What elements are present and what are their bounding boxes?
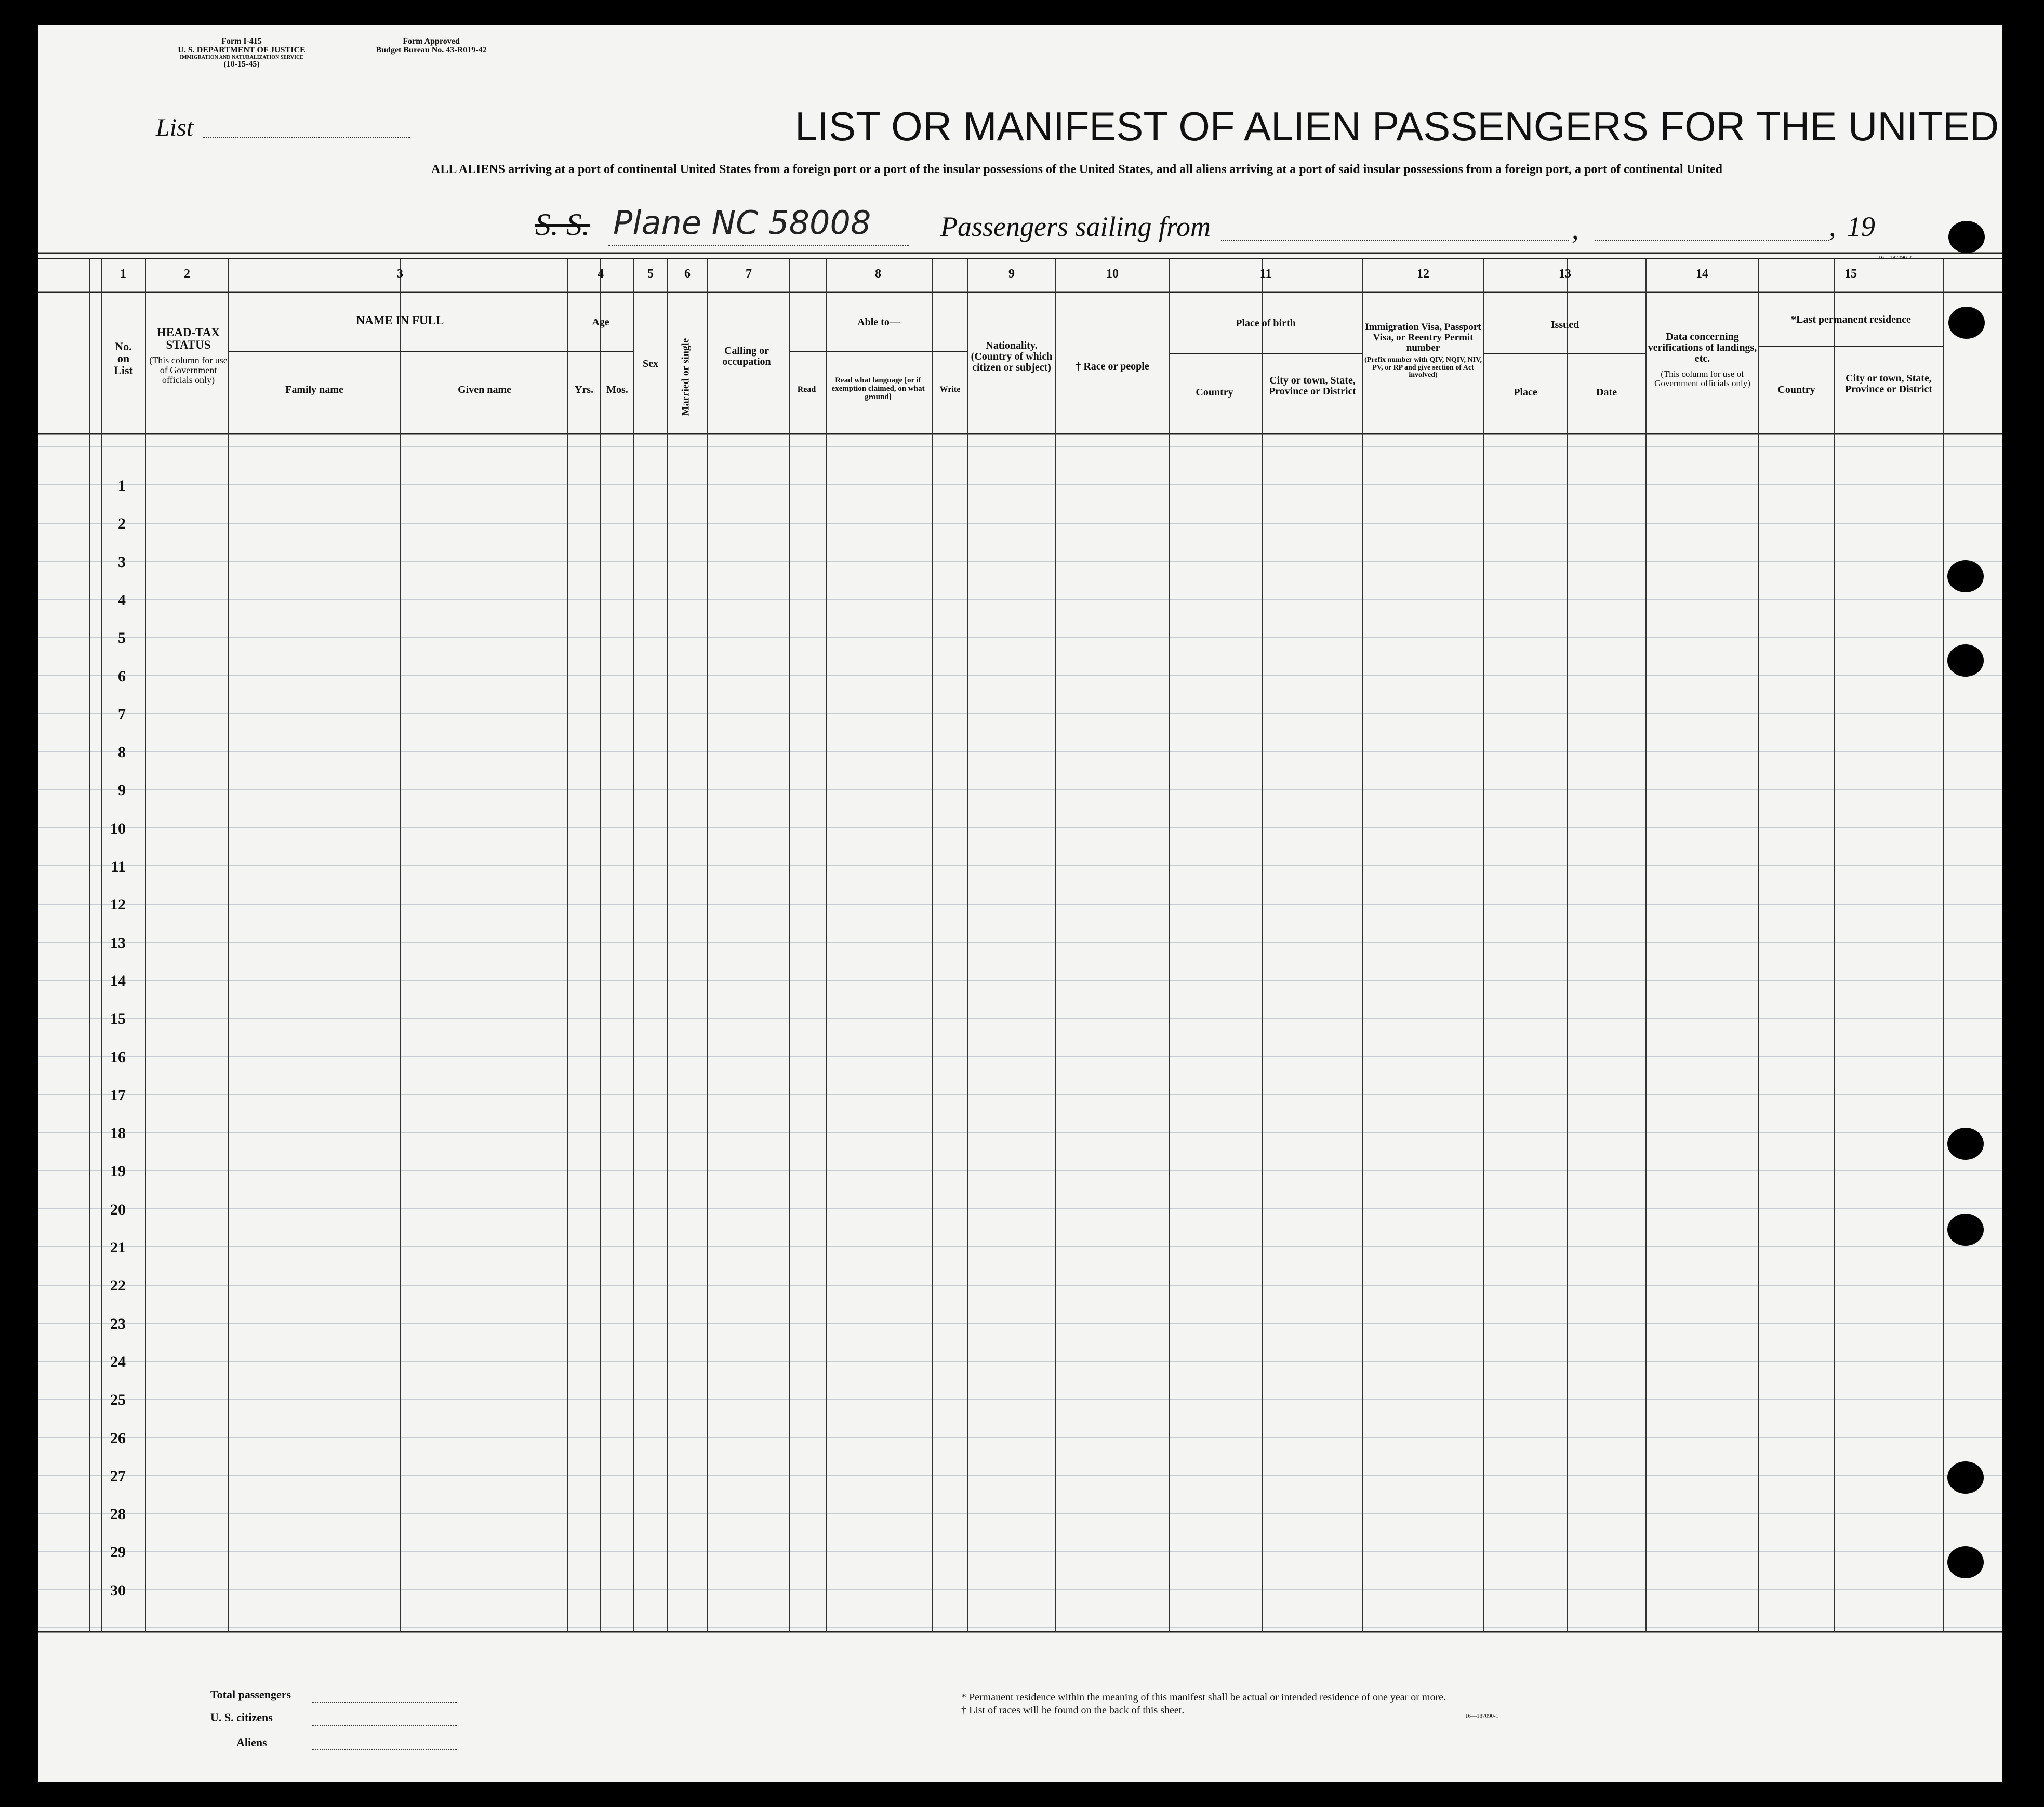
binder-hole bbox=[1948, 307, 1985, 339]
verification-note: (This column for use of Government officials only) bbox=[1654, 369, 1750, 388]
visa-header bbox=[1362, 322, 1484, 379]
print-code-top: 16—187090-2 bbox=[1878, 255, 1912, 261]
column-number-2: 2 bbox=[184, 267, 190, 281]
row-number: 29 bbox=[110, 1544, 126, 1561]
binder-hole bbox=[1947, 644, 1984, 677]
row-number: 17 bbox=[110, 1087, 126, 1104]
column-number-6: 6 bbox=[684, 267, 691, 281]
row-number: 8 bbox=[118, 744, 126, 761]
column-number-3: 3 bbox=[397, 267, 403, 281]
given-name-header: Given name bbox=[458, 384, 511, 395]
binder-hole bbox=[1947, 1214, 1984, 1246]
verification-header bbox=[1646, 332, 1759, 388]
row-number: 25 bbox=[110, 1391, 126, 1408]
manifest-subtitle: ALL ALIENS arriving at a port of continental United States from a foreign port or a port of the insular possessions of the United States, and all aliens arriving at a port of said insular possessions from a foreign port, a port of continental United bbox=[431, 163, 1722, 176]
column-number-12: 12 bbox=[1417, 267, 1429, 281]
column-number-4: 4 bbox=[598, 267, 604, 281]
family-name-header: Family name bbox=[285, 384, 343, 395]
read-header: Read bbox=[797, 385, 816, 394]
column-number-9: 9 bbox=[1008, 267, 1015, 281]
comma-separator: , bbox=[1572, 214, 1579, 245]
write-header: Write bbox=[939, 385, 961, 394]
us-citizens-label: U. S. citizens bbox=[210, 1711, 273, 1724]
row-number: 2 bbox=[118, 515, 126, 532]
column-number-7: 7 bbox=[746, 267, 752, 281]
row-number: 7 bbox=[118, 706, 126, 723]
row-number: 22 bbox=[110, 1277, 126, 1294]
binder-hole bbox=[1947, 560, 1984, 592]
read-language-header: Read what language [or if exemption claimed, on what ground] bbox=[831, 376, 925, 401]
column-number-10: 10 bbox=[1106, 267, 1119, 281]
binder-hole bbox=[1948, 221, 1985, 253]
row-number: 4 bbox=[118, 591, 126, 609]
row-number: 26 bbox=[110, 1430, 126, 1447]
column-number-8: 8 bbox=[875, 267, 881, 281]
row-number: 5 bbox=[118, 629, 126, 647]
approval-text: Form Approved bbox=[403, 37, 460, 46]
manifest-title: LIST OR MANIFEST OF ALIEN PASSENGERS FOR THE UNITED bbox=[795, 103, 1999, 149]
sailing-from-label: Passengers sailing from bbox=[940, 211, 1211, 242]
year-prefix: 19 bbox=[1847, 211, 1875, 242]
row-number: 24 bbox=[110, 1353, 126, 1370]
row-number: 6 bbox=[118, 668, 126, 685]
age-months-header: Mos. bbox=[606, 384, 628, 395]
binder-hole bbox=[1947, 1128, 1984, 1160]
row-number: 23 bbox=[110, 1315, 126, 1333]
form-date-code: (10-15-45) bbox=[223, 60, 260, 69]
verification-label: Data concerning verifications of landings, etc. bbox=[1648, 331, 1757, 364]
age-header: Age bbox=[592, 316, 609, 328]
ss-prefix: S. S. bbox=[535, 207, 590, 242]
row-number: 16 bbox=[110, 1049, 126, 1066]
service-name: IMMIGRATION AND NATURALIZATION SERVICE bbox=[180, 54, 303, 60]
birth-city-header: City or town, State, Province or District bbox=[1268, 375, 1357, 397]
birth-country-header: Country bbox=[1196, 387, 1233, 398]
row-number: 21 bbox=[110, 1239, 126, 1256]
place-of-birth-header: Place of birth bbox=[1236, 318, 1296, 329]
row-number: 11 bbox=[111, 858, 126, 875]
col-2-header bbox=[145, 326, 231, 385]
race-header: † Race or people bbox=[1076, 361, 1149, 372]
residence-city-header: City or town, State, Province or District bbox=[1844, 373, 1933, 395]
row-number: 18 bbox=[110, 1125, 126, 1142]
residence-country-header: Country bbox=[1777, 384, 1815, 395]
residence-footnote: * Permanent residence within the meaning of this manifest shall be actual or intended residence of one year or more. bbox=[961, 1692, 1446, 1703]
vessel-name-handwritten[interactable]: Plane NC 58008 bbox=[613, 204, 871, 242]
row-number: 27 bbox=[110, 1468, 126, 1485]
column-number-15: 15 bbox=[1844, 267, 1857, 281]
row-number: 1 bbox=[118, 477, 126, 494]
age-years-header: Yrs. bbox=[574, 384, 594, 395]
sex-header: Sex bbox=[643, 358, 658, 370]
nationality-header: Nationality. (Country of which citizen or subject) bbox=[971, 340, 1053, 373]
column-number-5: 5 bbox=[647, 267, 654, 281]
row-number: 19 bbox=[110, 1163, 126, 1180]
row-number: 13 bbox=[110, 934, 126, 952]
name-in-full-header: NAME IN FULL bbox=[356, 314, 444, 327]
row-number: 10 bbox=[110, 820, 126, 837]
able-to-header: Able to— bbox=[857, 316, 900, 328]
column-number-14: 14 bbox=[1696, 267, 1708, 281]
row-number: 20 bbox=[110, 1201, 126, 1218]
list-label: List bbox=[156, 114, 194, 141]
aliens-label: Aliens bbox=[236, 1736, 267, 1749]
col-1-header: No. on List bbox=[114, 340, 133, 377]
row-number: 28 bbox=[110, 1506, 126, 1523]
binder-hole bbox=[1947, 1546, 1984, 1578]
column-number-11: 11 bbox=[1259, 267, 1272, 281]
issued-date-header: Date bbox=[1596, 387, 1617, 398]
row-number: 3 bbox=[118, 553, 126, 571]
row-number: 12 bbox=[110, 896, 126, 913]
occupation-header: Calling or occupation bbox=[722, 345, 771, 367]
race-footnote: † List of races will be found on the back of this sheet. bbox=[961, 1705, 1185, 1716]
binder-hole bbox=[1947, 1461, 1984, 1494]
us-citizens-field[interactable] bbox=[312, 1724, 457, 1726]
print-code-bottom: 16—187090-1 bbox=[1465, 1713, 1499, 1719]
issued-place-header: Place bbox=[1514, 387, 1537, 398]
issued-header: Issued bbox=[1550, 319, 1580, 331]
visa-note: (Prefix number with QIV, NQIV, NIV, PV, or RP and give section of Act involved) bbox=[1364, 355, 1482, 379]
total-passengers-field[interactable] bbox=[312, 1700, 457, 1703]
row-number: 14 bbox=[110, 972, 126, 990]
aliens-field[interactable] bbox=[312, 1748, 457, 1750]
row-number: 9 bbox=[118, 782, 126, 799]
column-number-13: 13 bbox=[1559, 267, 1571, 281]
budget-bureau-text: Budget Bureau No. 43-R019-42 bbox=[376, 45, 487, 55]
last-residence-header: *Last permanent residence bbox=[1791, 314, 1911, 325]
row-number: 30 bbox=[110, 1582, 126, 1599]
department-name: U. S. DEPARTMENT OF JUSTICE bbox=[178, 45, 306, 55]
column-number-1: 1 bbox=[120, 267, 126, 281]
married-single-header: Married or single bbox=[680, 338, 692, 416]
year-comma: , bbox=[1829, 211, 1836, 242]
head-tax-label: HEAD-TAX STATUS bbox=[157, 326, 220, 352]
form-number: Form I-415 bbox=[221, 37, 262, 46]
row-number: 15 bbox=[110, 1010, 126, 1027]
head-tax-note: (This column for use of Government officials only) bbox=[149, 355, 228, 386]
total-passengers-label: Total passengers bbox=[210, 1688, 291, 1701]
visa-label: Immigration Visa, Passport Visa, or Reentry Permit number bbox=[1365, 322, 1481, 353]
